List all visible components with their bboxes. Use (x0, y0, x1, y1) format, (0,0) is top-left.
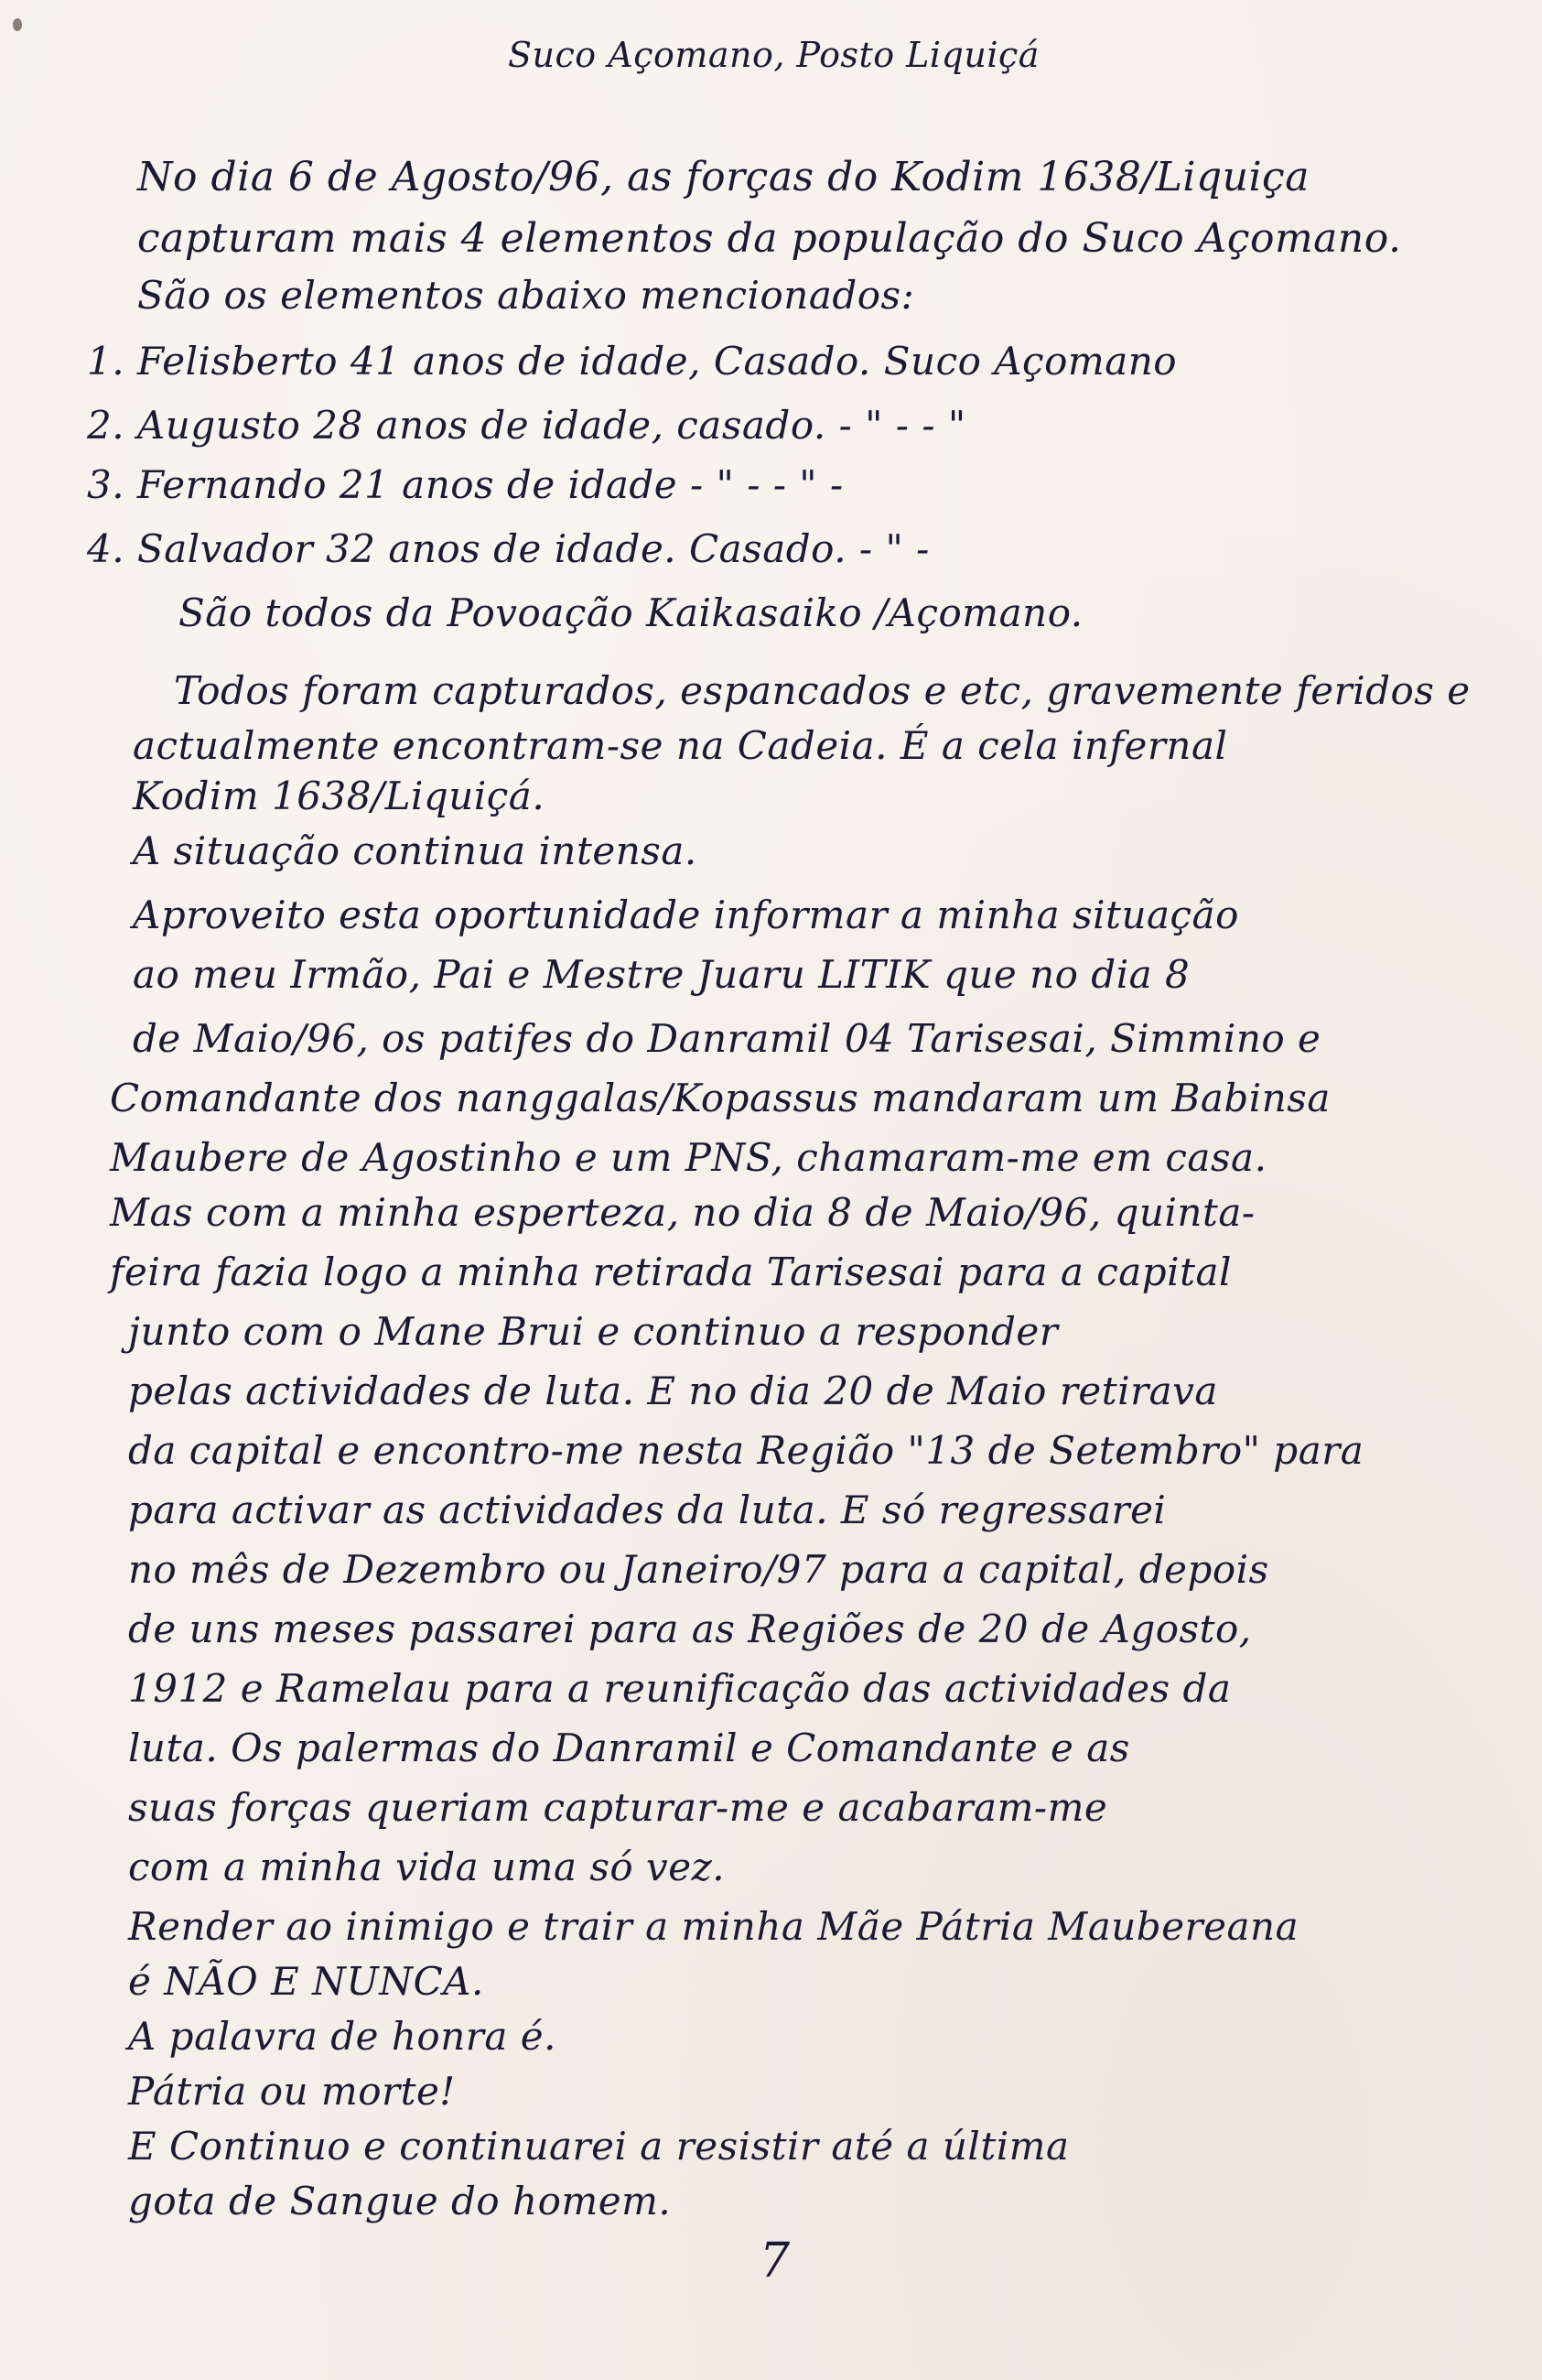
text-line: da capital e encontro-me nesta Região "13 de Setembro" para (128, 1428, 1364, 1473)
text-line: capturam mais 4 elementos da população do Suco Açomano. (137, 215, 1402, 262)
text-line: de uns meses passarei para as Regiões de 20 de Agosto, (128, 1606, 1252, 1651)
text-line: Kodim 1638/Liquiçá. (133, 774, 545, 818)
page-number: 7 (760, 2234, 791, 2288)
punch-mark (13, 18, 22, 31)
text-line: gota de Sangue do homem. (128, 2179, 672, 2223)
page-title: Suco Açomano, Posto Liquiçá (508, 35, 1040, 75)
list-item: 3. Fernando 21 anos de idade - " - - " - (87, 462, 844, 507)
text-line: São os elementos abaixo mencionados: (137, 273, 915, 318)
text-line: Todos foram capturados, espancados e etc, gravemente feridos e (174, 668, 1471, 713)
list-item: 4. Salvador 32 anos de idade. Casado. - " - (87, 526, 930, 571)
text-line: ao meu Irmão, Pai e Mestre Juaru LITIK que no dia 8 (133, 952, 1191, 997)
text-line: no mês de Dezembro ou Janeiro/97 para a capital, depois (128, 1547, 1269, 1592)
text-line: São todos da Povoação Kaikasaiko /Açomano. (178, 590, 1084, 635)
text-line: Aproveito esta oportunidade informar a minha situação (133, 892, 1239, 937)
text-line: feira fazia logo a minha retirada Tarisesai para a capital (110, 1250, 1232, 1294)
text-line: para activar as actividades da luta. E só regressarei (128, 1488, 1167, 1532)
text-line: é NÃO E NUNCA. (128, 1959, 484, 2004)
text-line: junto com o Mane Brui e continuo a responder (128, 1309, 1059, 1354)
text-line: Comandante dos nanggalas/Kopassus mandaram um Babinsa (110, 1076, 1331, 1120)
text-line: actualmente encontram-se na Cadeia. É a cela infernal (133, 723, 1228, 768)
text-line: A situação continua intensa. (133, 828, 697, 873)
text-line: suas forças queriam capturar-me e acabaram-me (128, 1785, 1108, 1830)
list-item: 2. Augusto 28 anos de idade, casado. - " - - " (87, 403, 966, 448)
text-line: E Continuo e continuarei a resistir até a última (128, 2124, 1070, 2169)
list-item: 1. Felisberto 41 anos de idade, Casado. Suco Açomano (87, 339, 1178, 384)
text-line: Mas com a minha esperteza, no dia 8 de Maio/96, quinta- (110, 1190, 1256, 1235)
text-line: pelas actividades de luta. E no dia 20 de Maio retirava (128, 1368, 1218, 1413)
text-line: Pátria ou morte! (128, 2069, 456, 2114)
text-line: 1912 e Ramelau para a reunificação das actividades da (128, 1666, 1232, 1711)
text-line: Render ao inimigo e trair a minha Mãe Pátria Maubereana (128, 1904, 1299, 1949)
text-line: com a minha vida uma só vez. (128, 1844, 726, 1889)
text-line: de Maio/96, os patifes do Danramil 04 Tarisesai, Simmino e (133, 1016, 1321, 1061)
text-line: No dia 6 de Agosto/96, as forças do Kodim 1638/Liquiça (137, 154, 1310, 200)
text-line: Maubere de Agostinho e um PNS, chamaram-me em casa. (110, 1135, 1267, 1180)
text-line: A palavra de honra é. (128, 2014, 556, 2059)
text-line: luta. Os palermas do Danramil e Comandante e as (128, 1726, 1130, 1770)
